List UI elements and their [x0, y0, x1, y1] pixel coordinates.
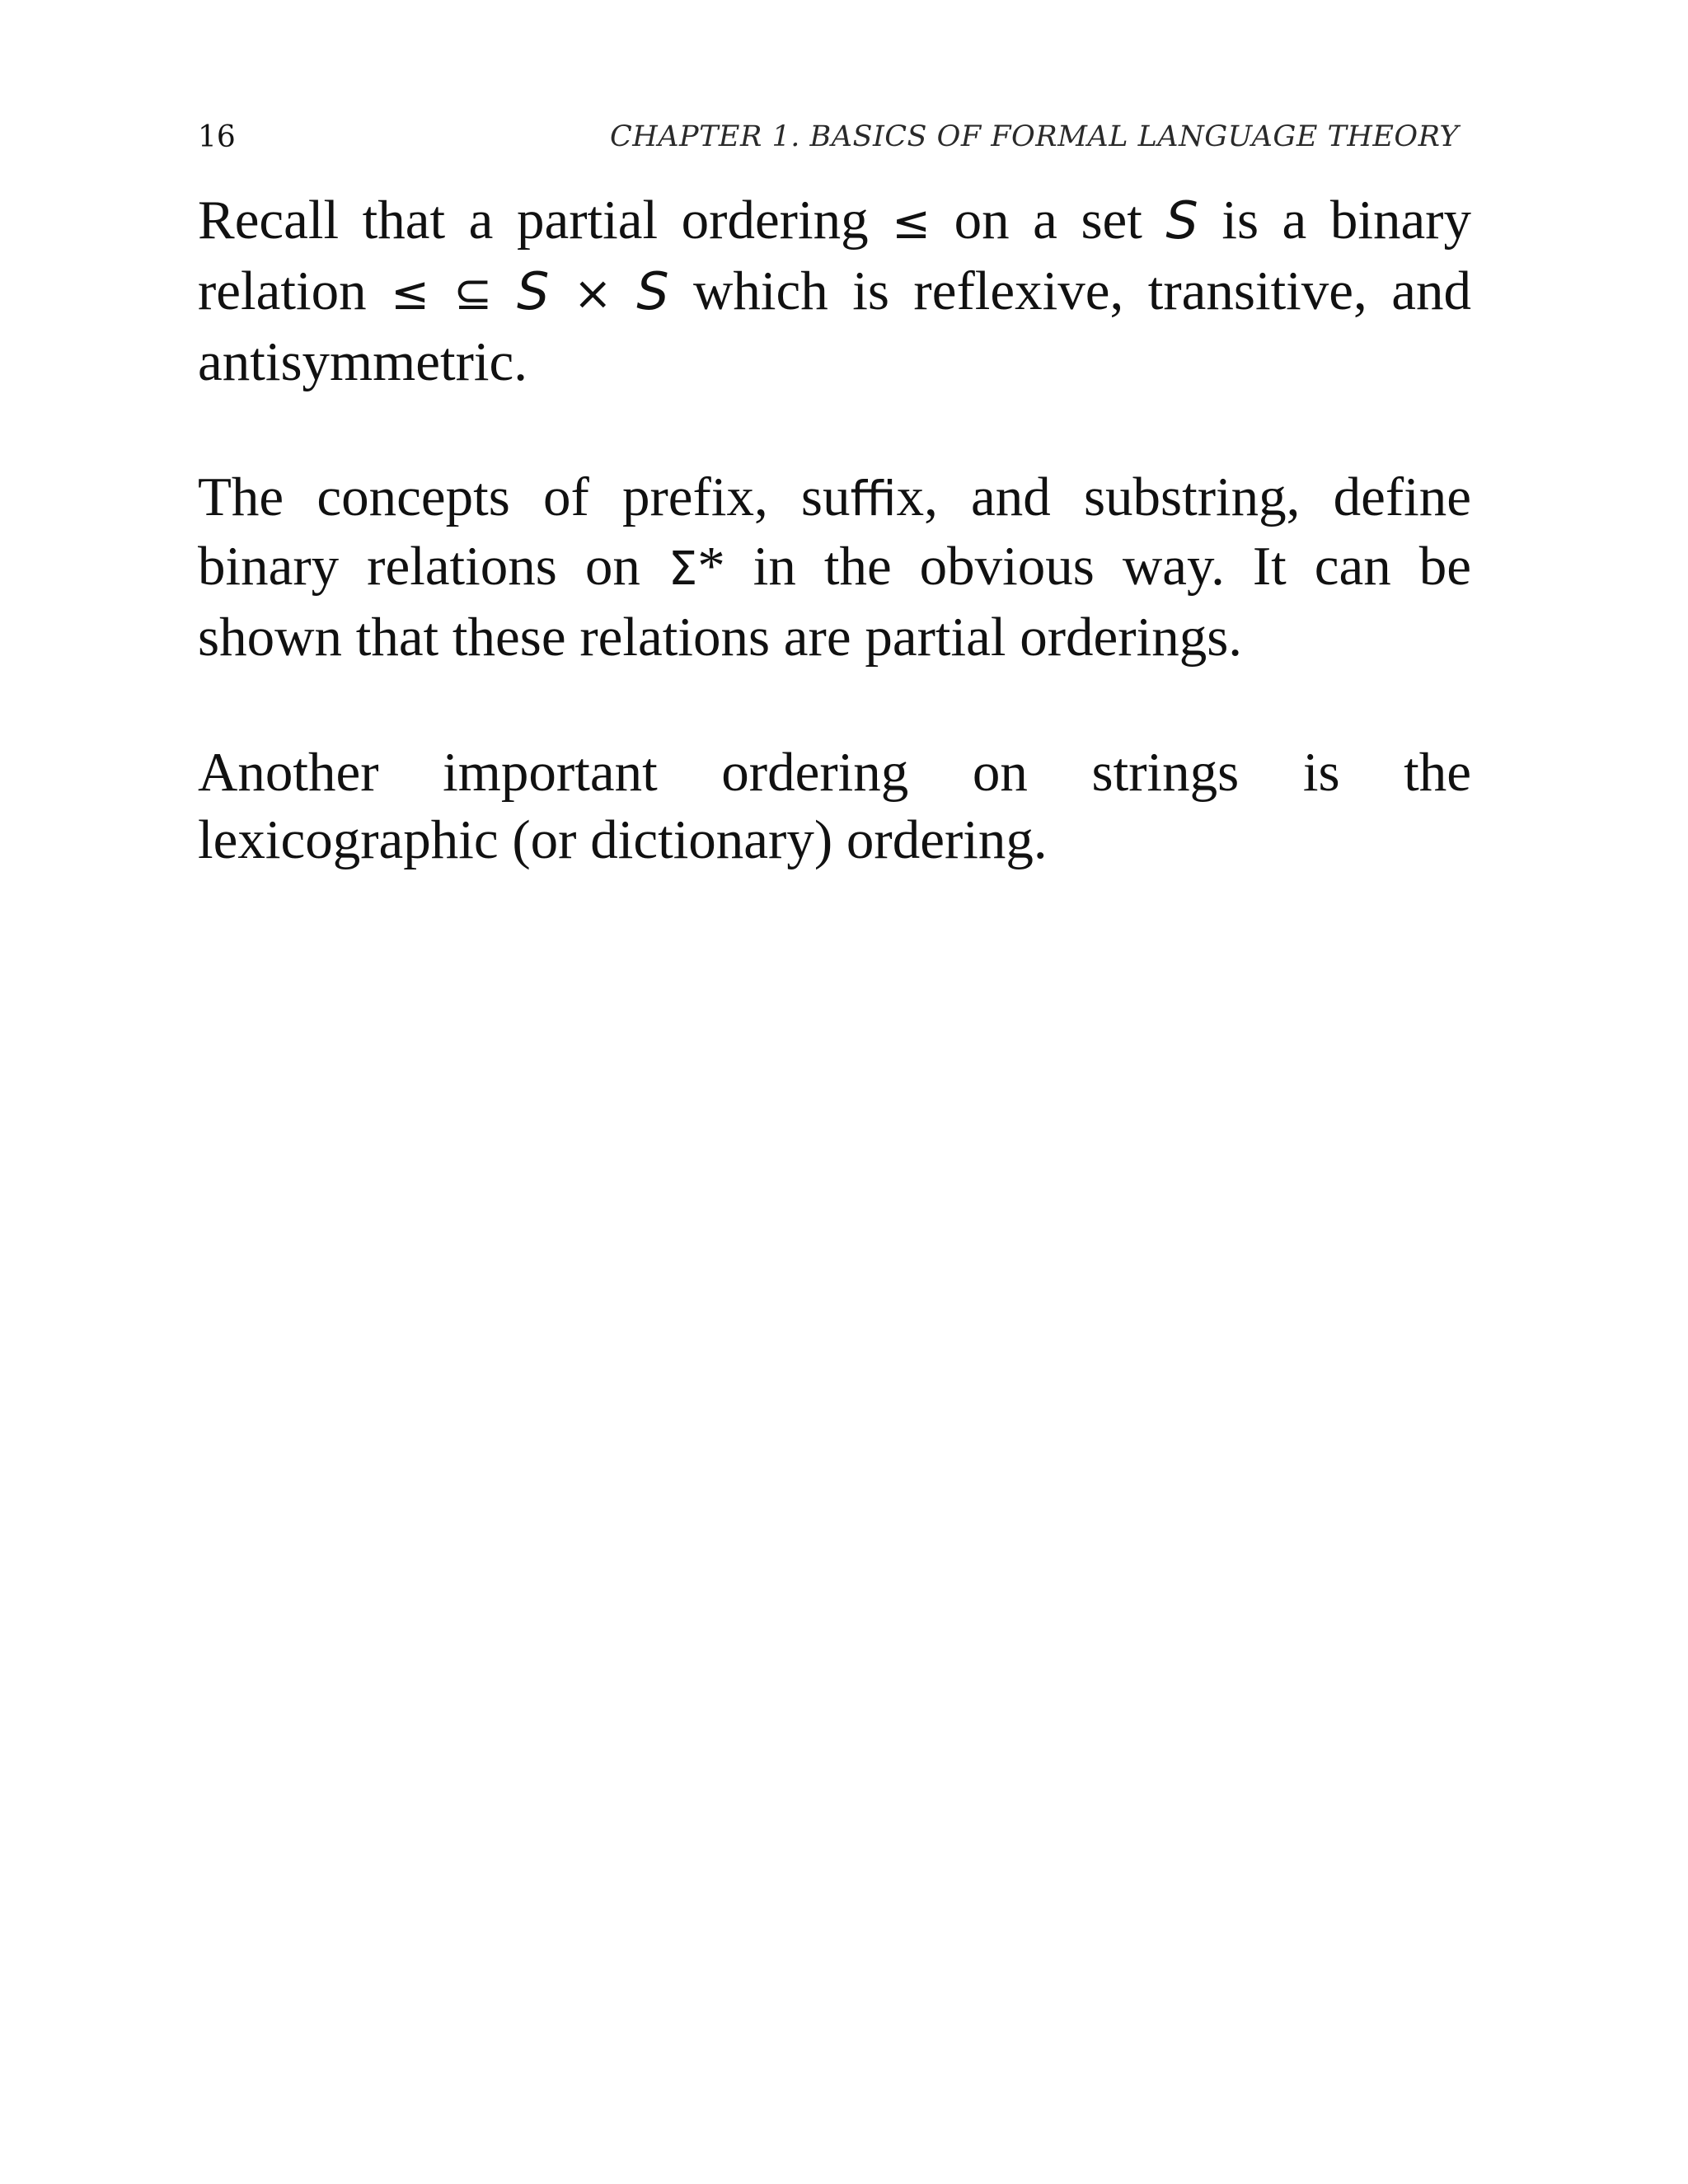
set-variable-s: S: [516, 261, 550, 321]
paragraph-lexicographic: [198, 738, 1471, 874]
text-run: which is reflexive, transitive, and antisymmetric.: [198, 260, 1472, 392]
text-run: [612, 260, 636, 321]
text-run: in the obvious way. It can be shown that these relations are partial orderings.: [198, 536, 1471, 668]
text-run: x, and substring, define binary relations on: [198, 466, 1471, 597]
text-run: on a set: [931, 190, 1166, 251]
kleene-star: *: [697, 536, 725, 597]
body-text: [198, 186, 1471, 941]
page-number: 16: [198, 120, 236, 154]
sigma-symbol: Σ: [668, 542, 698, 596]
text-run: The concepts of prefix, su: [198, 466, 851, 527]
leq-symbol: ≤: [391, 267, 430, 321]
leq-symbol: ≤: [892, 196, 931, 250]
running-header: [198, 115, 1459, 165]
set-variable-s: S: [636, 261, 669, 321]
text-run: Another important ordering on strings is the lexicographic (or dictionary) ordering.: [198, 742, 1471, 870]
paragraph-prefix-suffix: [198, 463, 1471, 671]
set-variable-s: S: [1165, 190, 1198, 251]
chapter-title: CHAPTER 1. BASICS OF FORMAL LANGUAGE THEORY: [609, 120, 1459, 153]
times-symbol: ×: [573, 267, 612, 321]
text-run: [429, 260, 453, 321]
text-run: [549, 260, 573, 321]
text-run: is a binary relation: [198, 190, 1471, 321]
text-run: Recall that a partial ordering: [198, 190, 893, 251]
subseteq-symbol: ⊆: [453, 267, 493, 321]
ffi-ligature: ffi: [850, 471, 897, 527]
paragraph-partial-ordering: [198, 186, 1471, 396]
text-run: [492, 260, 516, 321]
